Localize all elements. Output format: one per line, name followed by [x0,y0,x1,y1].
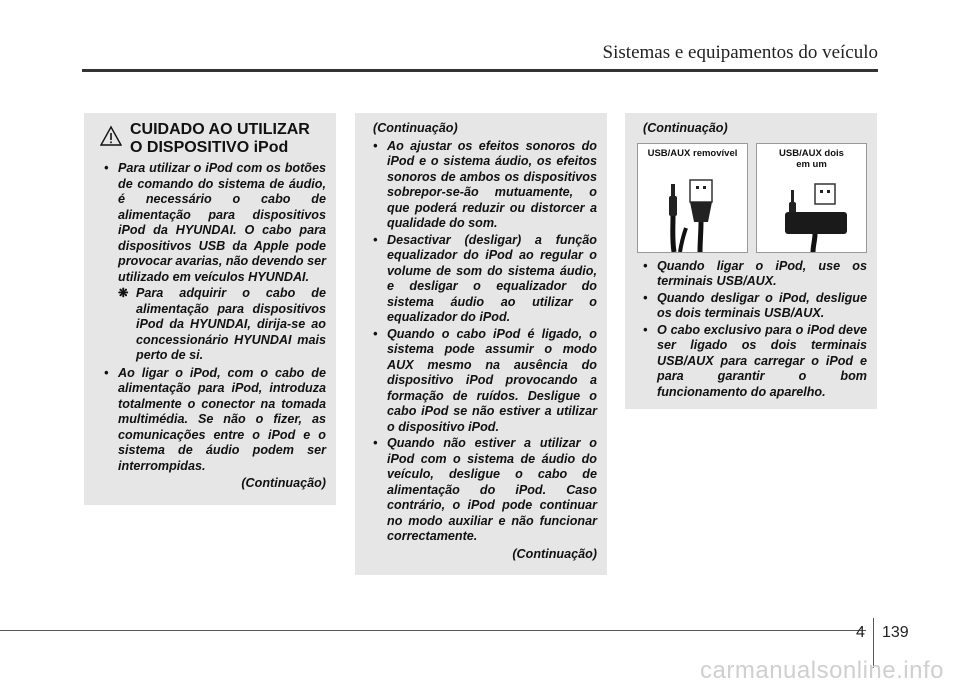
continued-box-2 [355,113,607,575]
two-in-one-cable-icon [757,144,867,252]
bullet-text: Quando desligar o iPod, desligue os dois terminais USB/AUX. [657,290,867,320]
note [96,286,326,364]
page-number: 139 [882,624,909,641]
caution-title [130,121,310,157]
bullet-text: O cabo exclusivo para o iPod deve ser ligado os dois terminais USB/AUX para carregar o iPod e para garantir o bom funcionamento do aparelho. [657,322,867,399]
list-item: • Ao ajustar os efeitos sonoros do iPod e o sistema áudio, os efeitos sonoros de ambos os dispositivos sobrepor-se-ão mutuamente, o que poderá reduzir ou distorcer a qualidade do som. [373,138,597,230]
list-item: • Quando o cabo iPod é ligado, o sistema pode assumir o modo AUX mesmo na ausência do dispositivo iPod provocando a formação de ruídos. Desligue o cabo iPod se não estiver a utilizar o dispositivo iPod. [373,326,597,434]
bullet-text: Ao ligar o iPod, com o cabo de alimentação para iPod, introduza totalmente o conector na tomada multimédia. Se não o fizer, as comunicações entre o iPod e o sistema de áudio podem ser interrompidas. [118,365,326,473]
chapter-number: 4 [856,624,865,641]
bullet-text: Quando não estiver a utilizar o iPod com o sistema de áudio do veículo, desligue o cabo de alimentação do iPod. Caso contrário, o iPod pode continuar no modo auxiliar e não funcionar correctamente. [387,436,597,543]
note-symbol: ❋ [118,286,129,300]
bullet-text: Quando ligar o iPod, use os terminais USB/AUX. [657,258,867,288]
bullets-list [365,139,597,545]
caution-heading [96,121,326,157]
list-item: • O cabo exclusivo para o iPod deve ser ligado os dois terminais USB/AUX para carregar o iPod e para garantir o bom funcionamento do aparelho. [643,322,867,399]
list-item: • Quando ligar o iPod, use os terminais USB/AUX. [643,258,867,288]
page-header-title: Sistemas e equipamentos do veículo [602,42,878,63]
caution-title-line2: O DISPOSITIVO iPod [130,139,289,156]
caution-bullets-2 [96,366,326,475]
list-item: • Quando desligar o iPod, desligue os dois terminais USB/AUX. [643,290,867,320]
caution-box [84,113,336,505]
continued-header: (Continuação) [373,121,458,135]
continued-footer: (Continuação) [241,476,326,490]
figure-caption-line2: em um [796,158,827,170]
list-item: • Para utilizar o iPod com os botões de comando do sistema de áudio, é necessário o cabo de alimentação para dispositivos iPod da HYUNDAI. O cabo para dispositivos USB da Apple pode provocar avarias, não devendo ser utilizado em veículos HYUNDAI. [104,161,326,284]
note-text: Para adquirir o cabo de alimentação para dispositivos iPod da HYUNDAI, dirija-se ao concessionário HYUNDAI mais perto de si. [136,286,326,362]
caution-bullets [96,161,326,285]
continued-footer: (Continuação) [512,546,597,561]
footer-rule [0,630,866,631]
figure-usb-aux-removable [637,143,748,253]
bullet-text: Desactivar (desligar) a função equalizador do iPod ao regular o volume de som do sistema áudio, e desligar o equalizador do sistema áudio ao utilizar o equalizador do iPod. [387,232,597,324]
continued-header: (Continuação) [643,121,728,135]
list-item: • Ao ligar o iPod, com o cabo de alimentação para iPod, introduza totalmente o conector na tomada multimédia. Se não o fizer, as comunicações entre o iPod e o sistema de áudio podem ser interrompidas. [104,365,326,473]
bullet-text: Para utilizar o iPod com os botões de comando do sistema de áudio, é necessário o cabo de alimentação para dispositivos iPod da HYUNDAI. O cabo para dispositivos USB da Apple pode provocar avarias, não devendo ser utilizado em veículos HYUNDAI. [118,161,326,284]
continued-box-3 [625,113,877,409]
bullet-text: Ao ajustar os efeitos sonoros do iPod e o sistema áudio, os efeitos sonoros de ambos os dispositivos sobrepor-se-ão mutuamente, o que poderá reduzir ou distorcer a qualidade do som. [387,138,597,230]
figure-caption: USB/AUX removível [647,147,738,159]
watermark: carmanualsonline.info [700,657,944,684]
warning-triangle-icon [100,125,122,147]
caution-title-line1: CUIDADO AO UTILIZAR [130,121,310,138]
cable-figures [637,143,867,253]
figure-caption-line1: USB/AUX dois [779,147,844,159]
bullet-text: Quando o cabo iPod é ligado, o sistema pode assumir o modo AUX mesmo na ausência do dispositivo iPod provocando a formação de ruídos. Desligue o cabo iPod se não estiver a utilizar o dispositivo iPod. [387,326,597,434]
list-item: • Quando não estiver a utilizar o iPod com o sistema de áudio do veículo, desligue o cabo de alimentação do iPod. Caso contrário, o iPod pode continuar no modo auxiliar e não funcionar correctamente. [373,436,597,543]
list-item: • Desactivar (desligar) a função equalizador do iPod ao regular o volume de som do sistema áudio, e desligar o equalizador do sistema áudio ao utilizar o equalizador do iPod. [373,232,597,324]
header-rule [82,69,878,72]
usb-aux-cable-icon [638,144,748,252]
bullets-list [635,259,867,401]
figure-usb-aux-two-in-one [756,143,867,253]
